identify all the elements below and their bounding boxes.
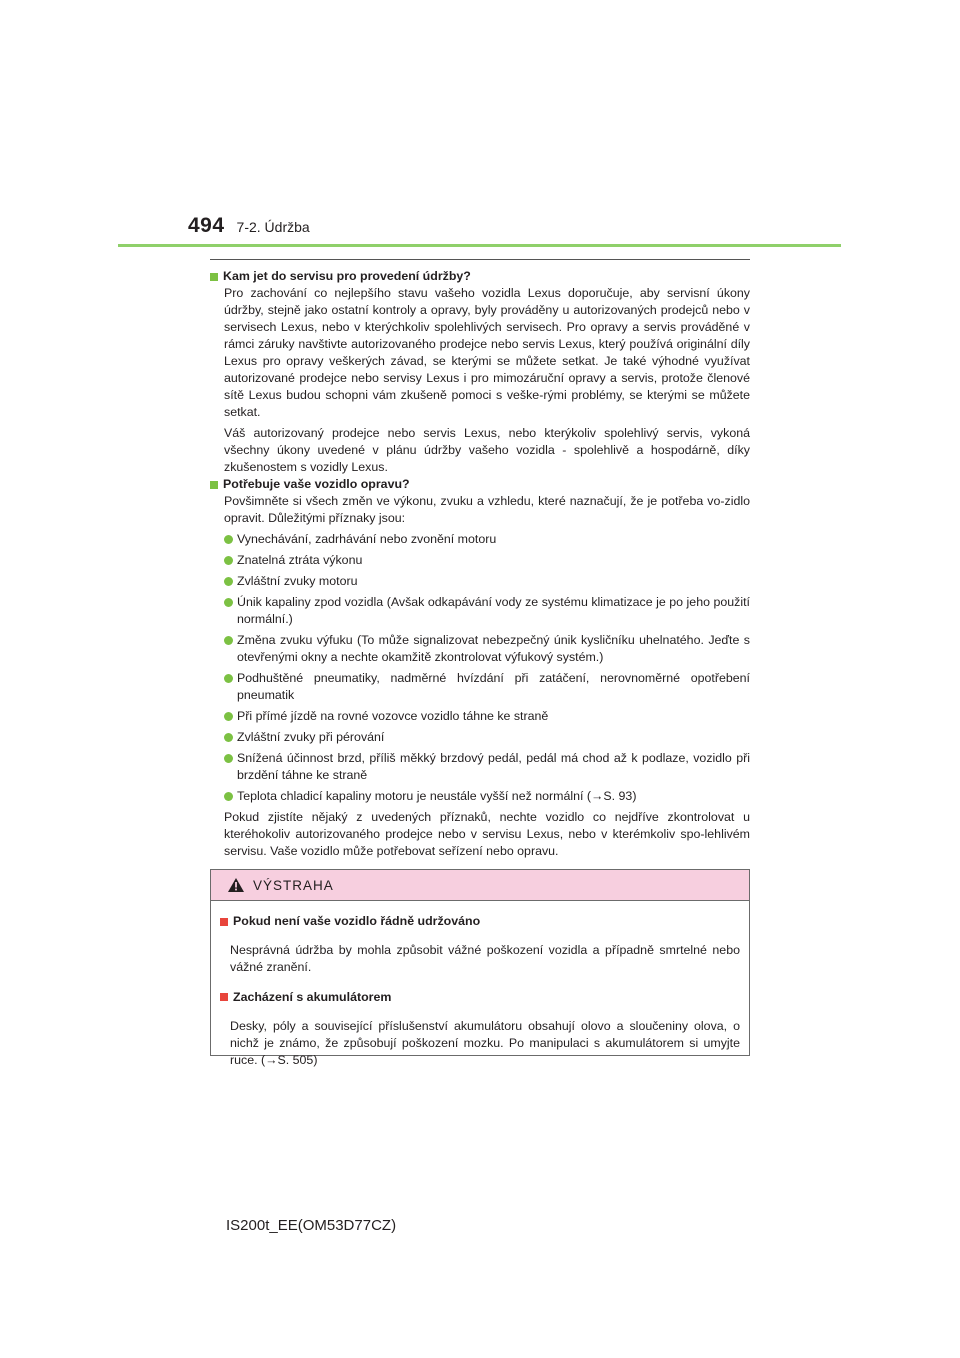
paragraph: Povšimněte si všech změn ve výkonu, zvuku a vzhledu, které naznačují, že je potřeba vo-zidlo opravit. Důležitými příznaky jsou:: [224, 494, 750, 525]
circle-bullet-icon: [224, 636, 233, 645]
list-item: Při přímé jízdě na rovné vozovce vozidlo táhne ke straně: [224, 708, 750, 725]
section-title: 7-2. Údržba: [236, 219, 310, 235]
document-code: IS200t_EE(OM53D77CZ): [226, 1217, 397, 1234]
list-item: Snížená účinnost brzd, příliš měkký brzdový pedál, pedál má chod až k podlaze, vozidlo při brzdění táhne ke straně: [224, 750, 750, 784]
warning-title: VÝSTRAHA: [253, 877, 334, 893]
list-item: Vynechávání, zadrhávání nebo zvonění motoru: [224, 531, 750, 548]
circle-bullet-icon: [224, 674, 233, 683]
warning-body: [211, 901, 749, 1069]
page-header: [188, 214, 310, 238]
circle-bullet-icon: [224, 556, 233, 565]
section-heading-where: Kam jet do servisu pro provedení údržby?: [210, 268, 750, 285]
warning-triangle-icon: [227, 877, 245, 893]
list-item: Znatelná ztráta výkonu: [224, 552, 750, 569]
list-item: Únik kapaliny zpod vozidla (Avšak odkapávání vody ze systému klimatizace je po jeho použití normální.): [224, 594, 750, 628]
square-bullet-icon: [220, 918, 228, 926]
list-item: Podhuštěné pneumatiky, nadměrné hvízdání při zatáčení, nerovnoměrné opotřebení pneumatik: [224, 670, 750, 704]
circle-bullet-icon: [224, 535, 233, 544]
paragraph: Desky, póly a související příslušenství akumulátoru obsahují olovo a sloučeniny olova, o nichž je známo, že způsobují poškození mozku. Po manipulaci s akumulátorem si umyjte ruce. (→S. 505): [230, 1019, 740, 1068]
list-item: Změna zvuku výfuku (To může signalizovat nebezpečný únik kysličníku uhelnatého. Jeďte s otevřenými okny a nechte okamžitě zkontrolovat výfukový systém.): [224, 632, 750, 666]
square-bullet-icon: [210, 481, 218, 489]
square-bullet-icon: [210, 273, 218, 281]
main-content: [210, 268, 750, 860]
section-heading-repair: Potřebuje vaše vozidlo opravu?: [210, 476, 750, 493]
list-item: Zvláštní zvuky motoru: [224, 573, 750, 590]
paragraph: Pokud zjistíte nějaký z uvedených příznaků, nechte vozidlo co nejdříve zkontrolovat u kteréhokoliv autorizovaného prodejce nebo v servisu Lexus, nebo v kterémkoliv spo-lehlivém servisu. Vaše vozidlo může potřebovat seřízení nebo opravu.: [224, 810, 750, 858]
header-divider: [118, 244, 841, 247]
paragraph: Váš autorizovaný prodejce nebo servis Lexus, nebo kterýkoliv spolehlivý servis, vykoná všechny úkony uvedené v plánu údržby vašeho vozidla - spolehlivě a hospodárně, díky zkušenostem s vozidly Lexus.: [224, 426, 750, 474]
content-divider: [210, 259, 750, 260]
paragraph: Nesprávná údržba by mohla způsobit vážné poškození vozidla a případně smrtelné nebo vážné zranění.: [230, 943, 740, 975]
circle-bullet-icon: [224, 792, 233, 801]
list-item: Zvláštní zvuky při pérování: [224, 729, 750, 746]
square-bullet-icon: [220, 993, 228, 1001]
circle-bullet-icon: [224, 733, 233, 742]
warning-box: [210, 869, 750, 1068]
warning-heading-maintenance: Pokud není vaše vozidlo řádně udržováno: [220, 913, 740, 930]
circle-bullet-icon: [224, 577, 233, 586]
page-number: 494: [188, 214, 225, 237]
symptom-list: [210, 531, 750, 805]
circle-bullet-icon: [224, 712, 233, 721]
circle-bullet-icon: [224, 598, 233, 607]
warning-heading-battery: Zacházení s akumulátorem: [220, 989, 740, 1006]
circle-bullet-icon: [224, 754, 233, 763]
list-item: Teplota chladicí kapaliny motoru je neustále vyšší než normální (→S. 93): [224, 788, 750, 805]
paragraph: Pro zachování co nejlepšího stavu vašeho vozidla Lexus doporučuje, aby servisní úkony údržby, stejně jako ostatní kontroly a opravy, byly prováděny u autorizovaných prodejců nebo v servisech Lexus, nebo v kterýchkoliv spolehlivých servisech. Pro opravy a servis prováděné v rámci záruky navštivte autorizovaného prodejce nebo servis Lexus, který používá originální díly Lexus pro opravy veškerých závad, se kterými se můžete setkat. Je také výhodné využívat autorizované prodejce nebo servisy Lexus i pro mimozáruční opravy a servis, protože členové sítě Lexus budou schopni vám zkušeně pomoci s veške-rými problémy, se kterými se můžete setkat.: [224, 286, 750, 419]
warning-header: [211, 870, 749, 901]
